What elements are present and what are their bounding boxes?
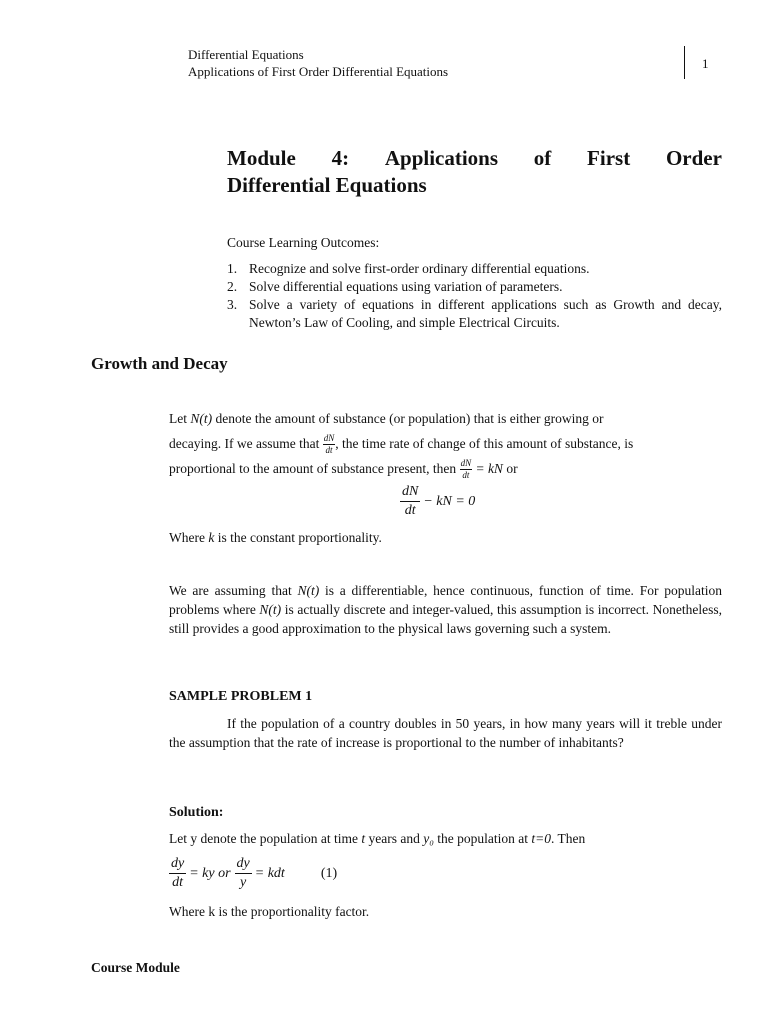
numerator: dy [171,856,185,871]
text: Where [169,530,209,545]
outcomes-list [227,260,722,332]
outcome-number: 1. [227,261,238,276]
outcome-text: Solve a variety of equations in different applications such as Growth and decay, Newton’s Law of Cooling, and simple Electrical Circuits. [249,297,722,330]
fraction-bar [235,873,252,874]
solution-let-line [169,831,585,847]
denominator: dt [404,503,416,518]
equation-text: = kN [472,461,503,476]
header-topic-title: Applications of First Order Differential Equations [188,64,449,79]
page-number: 1 [702,56,709,71]
text: decaying. If we assume that [169,436,323,451]
where-statement-2: Where k is the proportionality factor. [169,904,370,919]
variable: y₀ [423,831,434,846]
paragraph-line [169,431,722,456]
variable: N(t) [259,602,282,617]
display-equation [400,484,475,519]
module-title [227,145,722,199]
footer-course-module: Course Module [91,960,180,975]
equation-number: (1) [320,865,338,881]
fraction-dy-dt [169,856,186,891]
paragraph-line [169,406,722,431]
header-divider [684,46,685,79]
sample-problem-heading: SAMPLE PROBLEM 1 [169,689,313,704]
display-equation-1 [169,856,337,891]
fraction-bar [169,873,186,874]
paragraph-line [169,456,722,481]
outcome-item [227,296,722,332]
fraction-dn-dt [460,459,473,480]
paragraph-assumption [169,581,722,638]
numerator: dy [236,856,250,871]
outcome-number: 2. [227,279,238,294]
text: . Then [551,831,586,846]
title-word: 4: [331,146,350,170]
text: denote the amount of substance (or population) that is either growing or [212,411,604,426]
denominator: y [240,875,247,890]
fraction-dn-dt [323,434,336,455]
text: the population at [433,831,532,846]
text: is the constant proportionality. [214,530,382,545]
text: or [502,461,518,476]
text: is a differentiable, hence continuous, function of time. For population problems where [169,583,722,617]
solution-heading: Solution: [169,805,224,820]
title-word: Order [665,146,722,170]
variable: k [208,530,215,545]
outcome-item [227,278,722,296]
where-statement [169,530,382,546]
sample-problem-text: If the population of a country doubles in 50 years, in how many years will it treble under the assumption that the rate of increase is proportional to the number of inhabitants? [169,716,722,750]
text: years and [365,831,424,846]
header-course-title: Differential Equations [188,47,304,62]
outcome-number: 3. [227,297,238,312]
fraction-dn-dt [400,484,420,519]
variable: t [361,831,366,846]
variable: N(t) [297,583,320,598]
title-word: First [587,146,631,170]
paragraph-intro [169,406,722,481]
denominator: dt [325,445,333,456]
text: We are assuming that [169,583,298,598]
outcome-text: Recognize and solve first-order ordinary differential equations. [249,261,590,276]
title-word: of [533,146,552,170]
fraction-bar [400,501,420,502]
denominator: dt [172,875,184,890]
outcome-item [227,260,722,278]
text: is actually discrete and integer-valued, this assumption is incorrect. Nonetheless, still provides a good approximation to the physical laws governing such a system. [169,602,722,636]
text: Let y denote the population at time [169,831,362,846]
text: proportional to the amount of substance present, then [169,461,460,476]
text: Let [169,411,191,426]
title-word: Module [227,146,296,170]
denominator: dt [462,470,470,481]
numerator: dN [402,484,419,499]
equation-rest: − kN = 0 [423,493,476,509]
module-title-line2: Differential Equations [227,173,427,197]
module-title-line1 [227,145,722,172]
numerator: dN [460,458,472,469]
outcomes-heading: Course Learning Outcomes: [227,235,380,250]
equation-middle: = ky or [189,865,231,881]
equation-end: = kdt [254,865,285,881]
section-heading: Growth and Decay [91,354,228,373]
text: , the time rate of change of this amount of substance, is [335,436,634,451]
numerator: dN [323,433,335,444]
fraction-dy-y [235,856,252,891]
variable: t=0 [531,831,551,846]
title-word: Applications [384,146,499,170]
variable: N(t) [190,411,213,426]
outcome-text: Solve differential equations using variation of parameters. [249,279,563,294]
